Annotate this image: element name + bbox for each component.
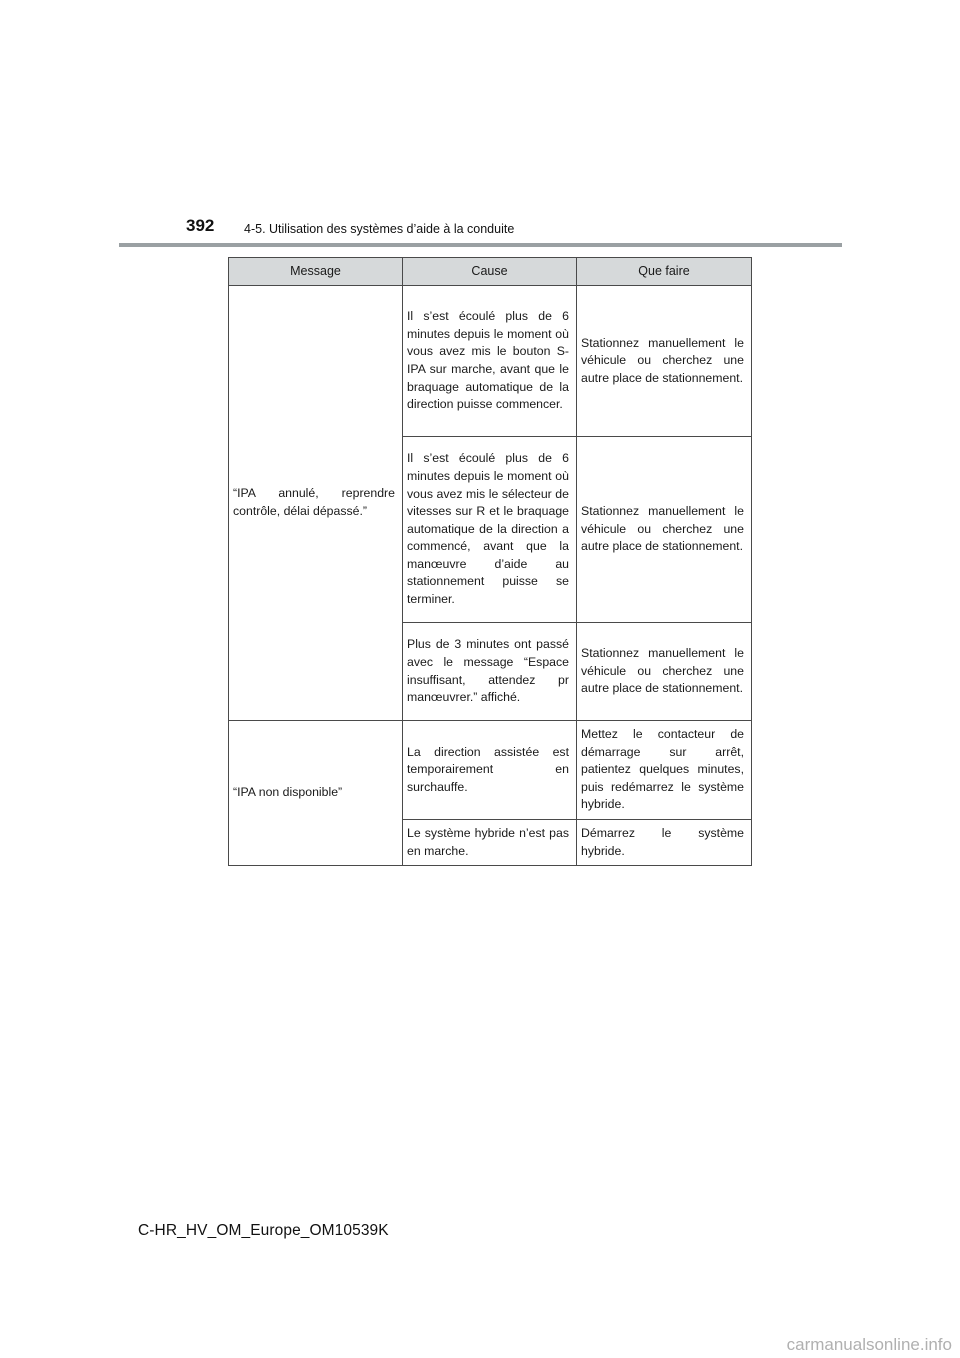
- action-cell: Stationnez manuellement le véhicule ou cherchez une autre place de stationnement.: [577, 437, 752, 623]
- header-divider: [119, 243, 842, 247]
- message-cell: “IPA non disponible”: [229, 721, 403, 866]
- table-row: [229, 721, 752, 820]
- message-cell: “IPA annulé, reprendre contrôle, délai dépassé.”: [229, 286, 403, 721]
- table-row: [229, 286, 752, 437]
- document-code: C-HR_HV_OM_Europe_OM10539K: [138, 1222, 389, 1239]
- cause-cell: Il s’est écoulé plus de 6 minutes depuis le moment où vous avez mis le bouton S-IPA sur marche, avant que le braquage automatique de la direction puisse commencer.: [403, 286, 577, 437]
- section-title: 4-5. Utilisation des systèmes d’aide à la conduite: [244, 222, 515, 236]
- table-header-row: [229, 258, 752, 286]
- cause-cell: La direction assistée est temporairement en surchauffe.: [403, 721, 577, 820]
- message-table: [228, 257, 752, 866]
- cause-cell: Le système hybride n’est pas en marche.: [403, 819, 577, 865]
- column-header-message: Message: [229, 258, 403, 286]
- column-header-cause: Cause: [403, 258, 577, 286]
- action-cell: Démarrez le système hybride.: [577, 819, 752, 865]
- page-number: 392: [186, 216, 215, 235]
- cause-cell: Il s’est écoulé plus de 6 minutes depuis le moment où vous avez mis le sélecteur de vitesses sur R et le braquage automatique de la direction a commencé, avant que la manœuvre d’aide au stationnement puisse se terminer.: [403, 437, 577, 623]
- action-cell: Stationnez manuellement le véhicule ou cherchez une autre place de stationnement.: [577, 286, 752, 437]
- watermark: carmanualsonline.info: [786, 1335, 952, 1354]
- action-cell: Mettez le contacteur de démarrage sur arrêt, patientez quelques minutes, puis redémarrez le système hybride.: [577, 721, 752, 820]
- column-header-action: Que faire: [577, 258, 752, 286]
- action-cell: Stationnez manuellement le véhicule ou cherchez une autre place de stationnement.: [577, 623, 752, 721]
- cause-cell: Plus de 3 minutes ont passé avec le message “Espace insuffisant, attendez pr manœuvrer.” affiché.: [403, 623, 577, 721]
